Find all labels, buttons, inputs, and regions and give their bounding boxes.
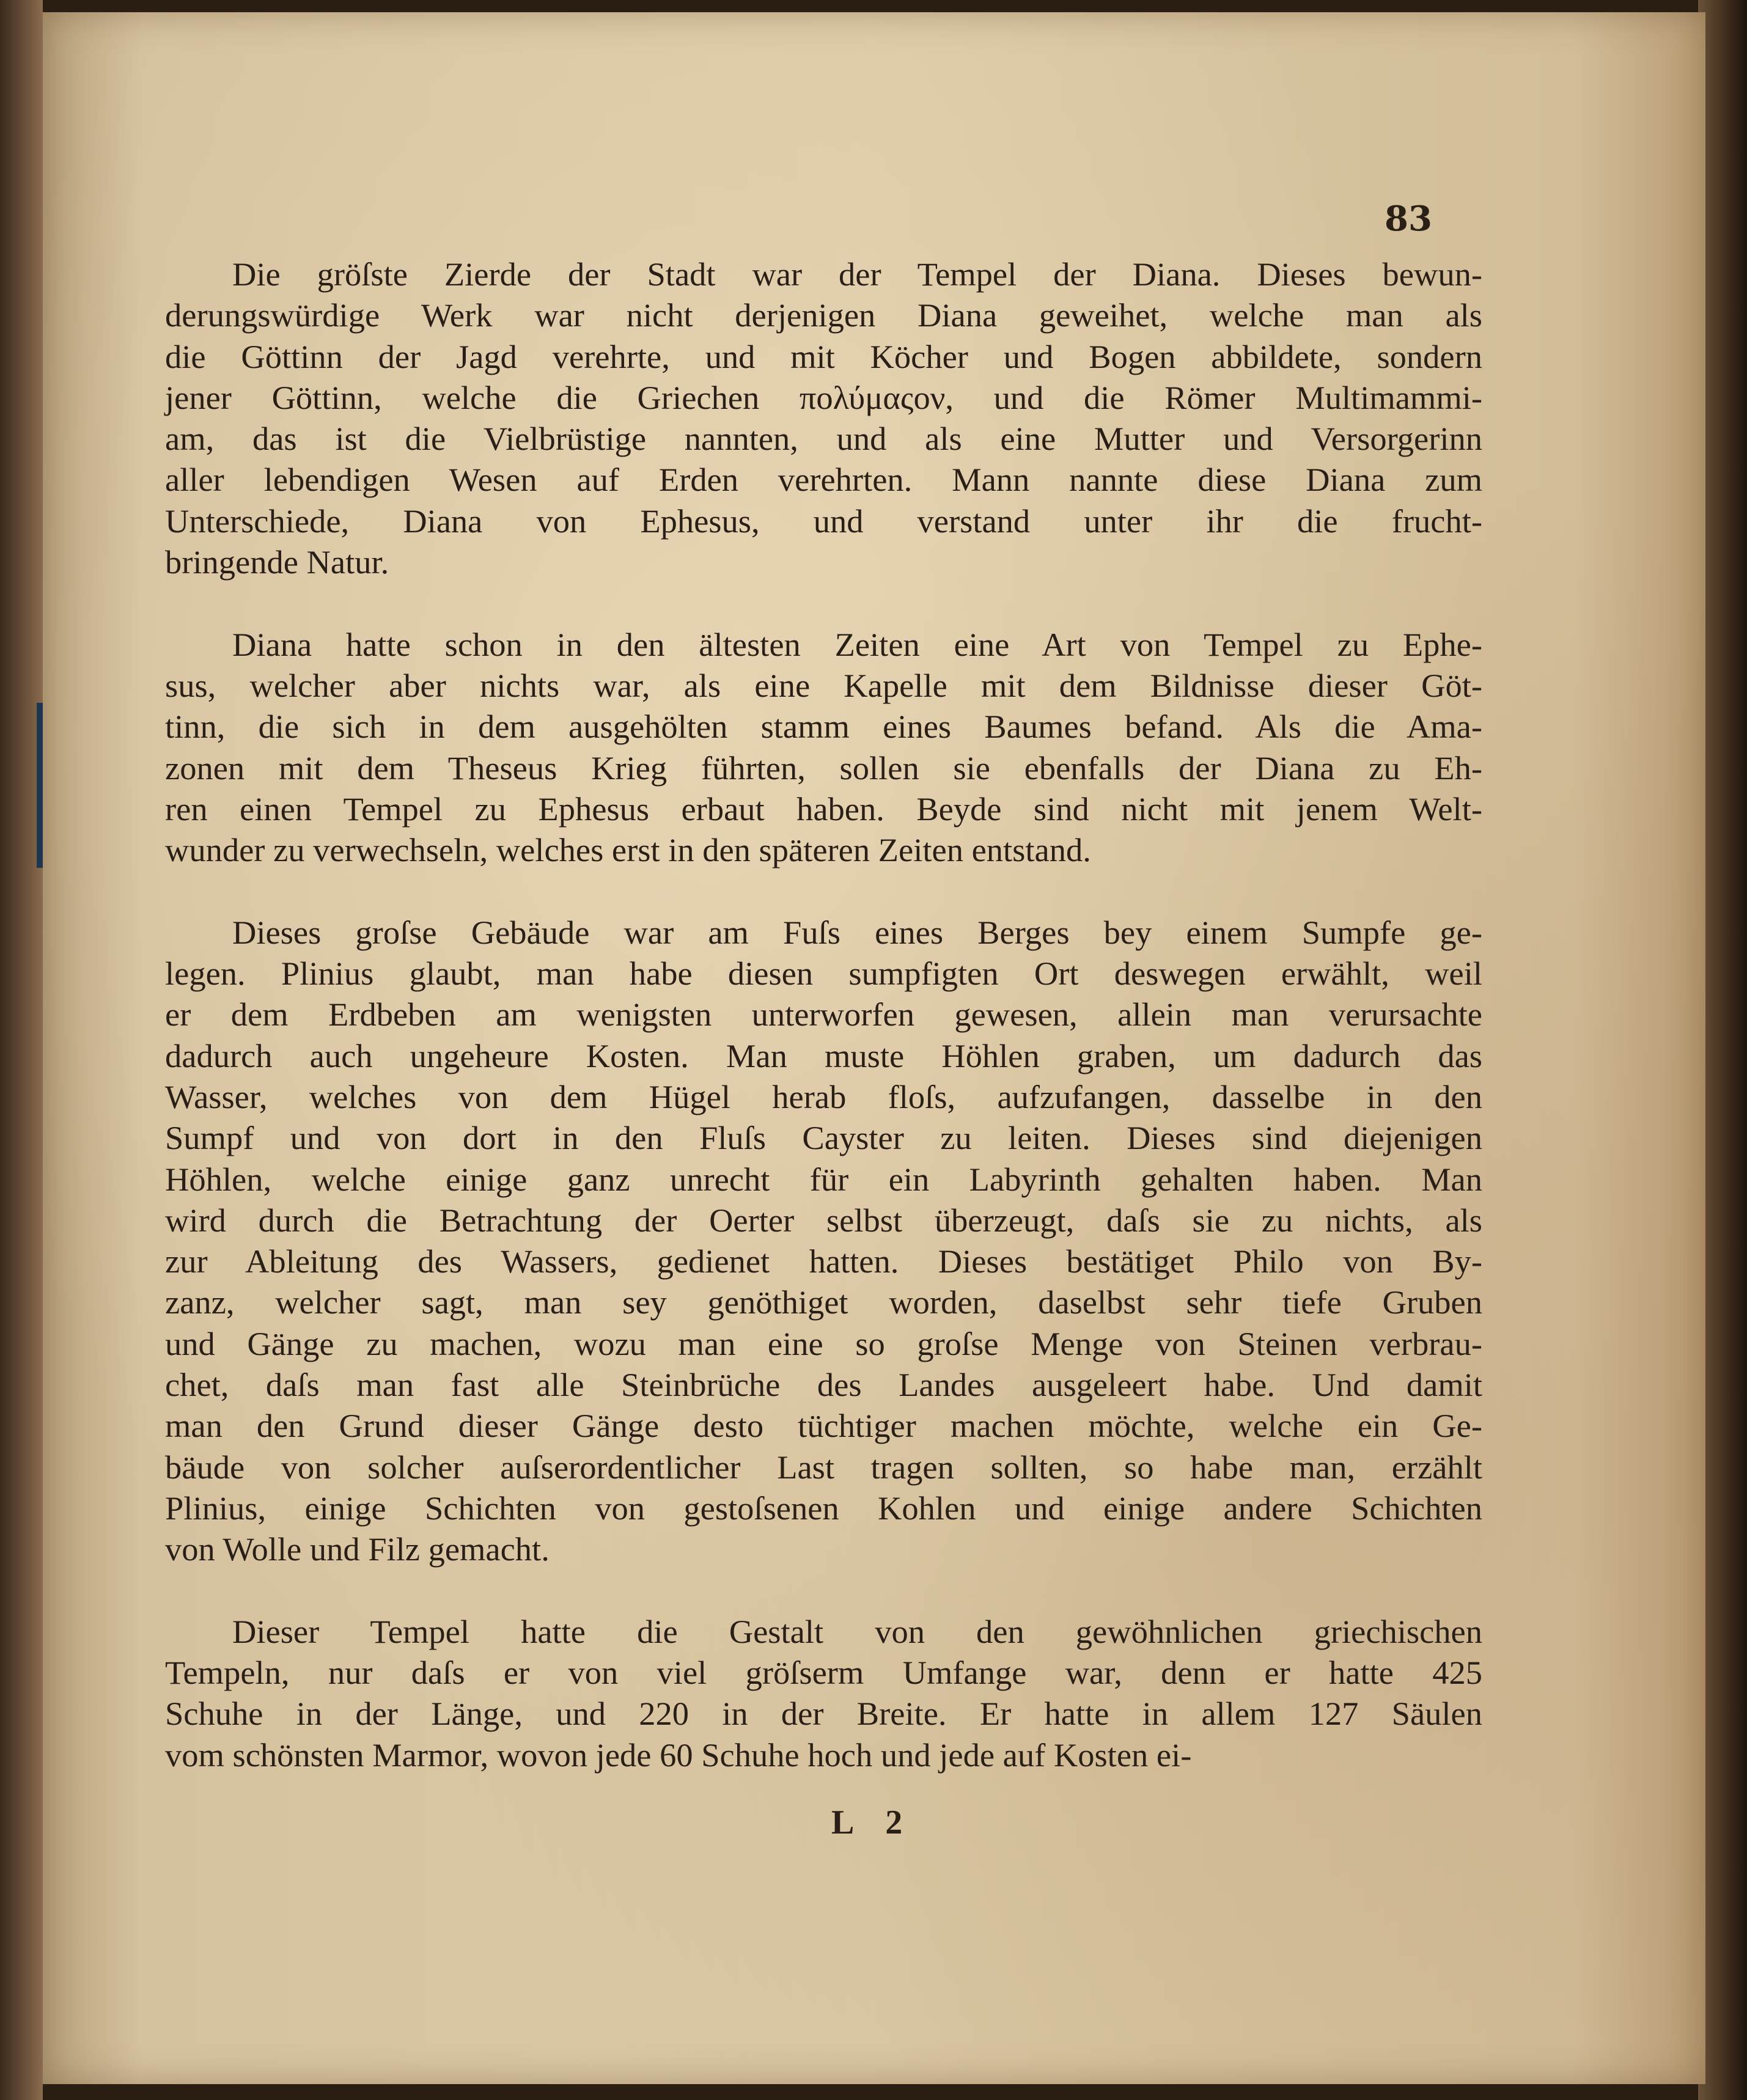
text-line: chet, daſs man fast alle Steinbrüche des Landes ausgeleert habe. Und damit — [165, 1366, 1482, 1404]
text-line: ren einen Tempel zu Ephesus erbaut haben. Beyde sind nicht mit jenem Welt- — [165, 790, 1482, 828]
text-line: man den Grund dieser Gänge desto tüchtiger machen möchte, welche ein Ge- — [165, 1407, 1482, 1445]
text-line: Diana hatte schon in den ältesten Zeiten eine Art von Tempel zu Ephe- — [232, 625, 1482, 663]
text-line: dadurch auch ungeheure Kosten. Man muste Höhlen graben, um dadurch das — [165, 1037, 1482, 1074]
text-line: Höhlen, welche einige ganz unrecht für ein Labyrinth gehalten haben. Man — [165, 1160, 1482, 1198]
text-line: derungswürdige Werk war nicht derjenigen Diana geweihet, welche man als — [165, 296, 1482, 334]
text-line: wird durch die Betrachtung der Oerter selbst überzeugt, daſs sie zu nichts, als — [165, 1201, 1482, 1239]
text-line: Plinius, einige Schichten von gestoſsenen Kohlen und einige andere Schichten — [165, 1489, 1482, 1527]
text-line: von Wolle und Filz gemacht. — [165, 1530, 550, 1568]
signature-mark: L 2 — [831, 1804, 915, 1841]
paragraph — [165, 624, 1482, 871]
text-line: er dem Erdbeben am wenigsten unterworfen gewesen, allein man verursachte — [165, 996, 1482, 1033]
text-line: Unterschiede, Diana von Ephesus, und verstand unter ihr die frucht- — [165, 502, 1482, 540]
text-line: zonen mit dem Theseus Krieg führten, sollen sie ebenfalls der Diana zu Eh- — [165, 749, 1482, 787]
page-text — [165, 254, 1482, 1816]
paragraph — [165, 1611, 1482, 1775]
text-line: tinn, die sich in dem ausgehölten stamm eines Baumes befand. Als die Ama- — [165, 708, 1482, 746]
text-line: Wasser, welches von dem Hügel herab floſs, aufzufangen, dasselbe in den — [165, 1078, 1482, 1115]
text-line: Schuhe in der Länge, und 220 in der Breite. Er hatte in allem 127 Säulen — [165, 1695, 1482, 1733]
text-line: und Gänge zu machen, wozu man eine so groſse Menge von Steinen verbrau- — [165, 1324, 1482, 1362]
text-line: am, das ist die Vielbrüstige nannten, und als eine Mutter und Versorgerinn — [165, 420, 1482, 458]
paragraph — [165, 254, 1482, 582]
book-edge-right — [1698, 0, 1747, 2100]
text-line: bringende Natur. — [165, 543, 389, 581]
text-line: zanz, welcher sagt, man sey genöthiget worden, daselbst sehr tiefe Gruben — [165, 1283, 1482, 1321]
text-line: bäude von solcher auſserordentlicher Last tragen sollten, so habe man, erzählt — [165, 1448, 1482, 1486]
text-line: legen. Plinius glaubt, man habe diesen sumpfigten Ort deswegen erwählt, weil — [165, 955, 1482, 993]
book-page — [43, 12, 1705, 2084]
text-line: Sumpf und von dort in den Fluſs Cayster zu leiten. Dieses sind diejenigen — [165, 1119, 1482, 1157]
text-line: zur Ableitung des Wassers, gedienet hatten. Dieses bestätiget Philo von By- — [165, 1243, 1482, 1280]
text-line: Die gröſste Zierde der Stadt war der Tempel der Diana. Dieses bewun- — [232, 255, 1482, 293]
text-line: aller lebendigen Wesen auf Erden verehrten. Mann nannte diese Diana zum — [165, 461, 1482, 499]
text-line: Dieses groſse Gebäude war am Fuſs eines Berges bey einem Sumpfe ge- — [232, 913, 1482, 951]
text-line: sus, welcher aber nichts war, als eine Kapelle mit dem Bildnisse dieser Göt- — [165, 666, 1482, 704]
text-line: jener Göttinn, welche die Griechen πολύμαςον, und die Römer Multimammi- — [165, 378, 1482, 416]
page-number: 83 — [1385, 199, 1432, 239]
text-line: wunder zu verwechseln, welches erst in den späteren Zeiten entstand. — [165, 831, 1091, 869]
text-line: Tempeln, nur daſs er von viel gröſserm Umfange war, denn er hatte 425 — [165, 1654, 1482, 1692]
text-line: die Göttinn der Jagd verehrte, und mit Köcher und Bogen abbildete, sondern — [165, 337, 1482, 375]
text-line: Dieser Tempel hatte die Gestalt von den gewöhnlichen griechischen — [232, 1612, 1482, 1650]
text-line: vom schönsten Marmor, wovon jede 60 Schuhe hoch und jede auf Kosten ei- — [165, 1736, 1192, 1774]
book-edge-left — [0, 0, 43, 2100]
paragraph — [165, 912, 1482, 1570]
